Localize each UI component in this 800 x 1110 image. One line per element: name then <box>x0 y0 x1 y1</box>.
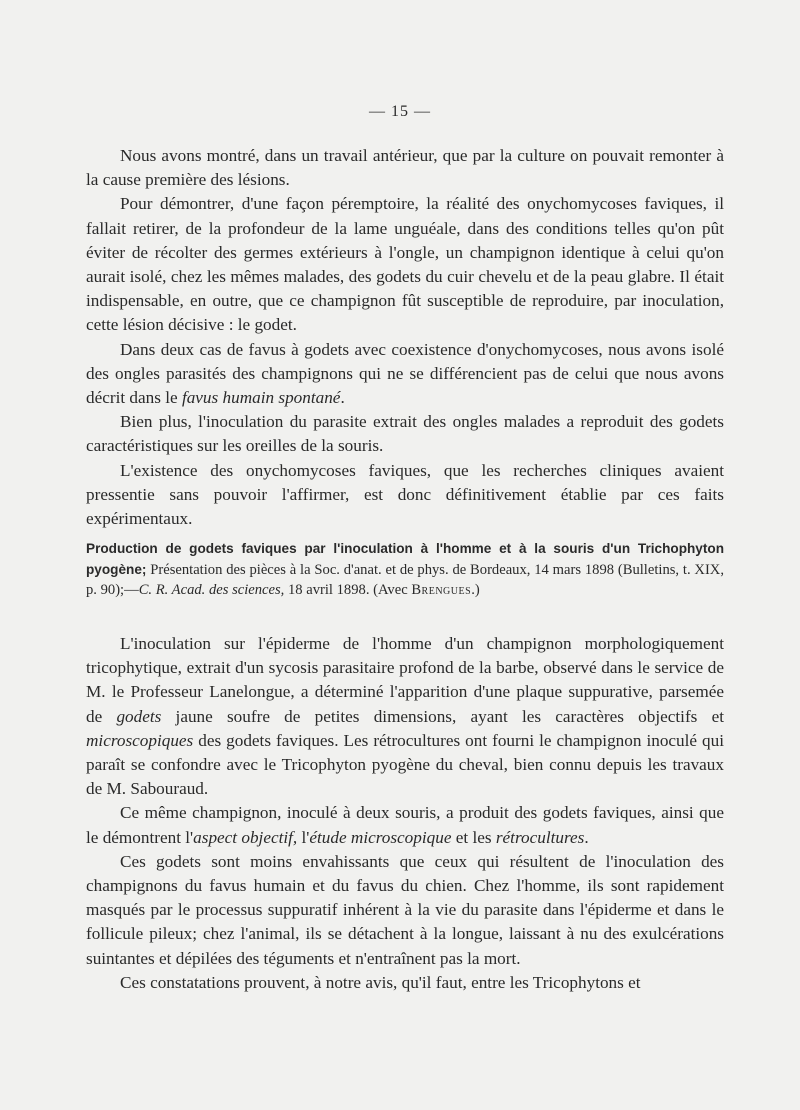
heading-text: 18 avril 1898. (Avec <box>284 582 412 598</box>
paragraph: Ces godets sont moins envahissants que ceux qui résultent de l'inoculation des champignons du favus humain et du favus du chien. Chez l'homme, ils sont rapidement masqués par le processus suppuratif inhérent à la vie du parasite dans l'épiderme et dans le follicule pileux; chez l'animal, ils se détachent à la longue, laissant à nu des exulcérations suintantes et dépilées des téguments et n'entraînent pas la mort. <box>86 851 724 968</box>
section-two <box>86 632 724 995</box>
paragraph: Pour démontrer, d'une façon péremptoire, la réalité des onychomycoses faviques, il fallait retirer, de la profondeur de la lame unguéale, dans des conditions telles qu'on pût éviter de récolter des germes extérieurs à l'ongle, un champignon identique à celui qu'on aurait isolé, chez les mêmes malades, des godets du cuir chevelu et de la peau glabre. Il était indispensable, en outre, que ce champignon fût susceptible de reproduire, par inoculation, cette lésion décisive : le godet. <box>86 194 724 335</box>
publication-heading <box>86 539 724 601</box>
paragraph: Nous avons montré, dans un travail antérieur, que par la culture on pouvait remonter à la cause première des lésions. <box>86 146 724 190</box>
paragraph <box>86 338 724 411</box>
paragraph: Ces constatations prouvent, à notre avis, qu'il faut, entre les Tricophytons et <box>120 972 641 992</box>
paragraph: Bien plus, l'inoculation du parasite extrait des ongles malades a reproduit des godets caractéristiques sur les oreilles de la souris. <box>86 412 724 456</box>
text-run: des godets faviques. Les rétrocultures ont fourni le champignon inoculé qui paraît se confondre avec le Tricophyton pyogène du cheval, bien connu depuis les travaux de M. Sabouraud. <box>86 730 724 799</box>
text-run: . <box>584 827 589 847</box>
text-run: et les <box>451 827 496 847</box>
italic-text: étude microscopique <box>309 827 452 847</box>
italic-text: favus humain spontané <box>181 388 341 408</box>
paragraph: L'existence des onychomycoses faviques, que les recherches cliniques avaient pressentie sans pouvoir l'affirmer, est donc définitivement établie par ces faits expérimentaux. <box>86 460 724 529</box>
italic-text: microscopiques <box>86 730 194 750</box>
italic-text: aspect objectif, <box>193 827 298 847</box>
italic-text: godets <box>116 706 162 726</box>
heading-text: .) <box>471 582 480 598</box>
text-run: l' <box>297 827 310 847</box>
text-run: . <box>340 388 345 408</box>
text-run: Ce même champignon, inoculé à deux souris, a produit des godets faviques, ainsi que le démontrent l' <box>86 803 724 847</box>
text-run: Dans deux cas de favus à godets avec coexistence d'onychomycoses, nous avons isolé des ongles parasités des champignons qui ne se différencient pas de celui que nous avons décrit dans le <box>86 339 724 408</box>
heading-author: Brengues <box>411 582 472 598</box>
heading-journal: C. R. Acad. des sciences, <box>138 582 285 598</box>
text-run: jaune soufre de petites dimensions, ayant les caractères objectifs et <box>161 706 724 726</box>
italic-text: rétrocultures <box>495 827 585 847</box>
text-run: L'inoculation sur l'épiderme de l'homme d'un champignon morphologiquement tricophytique, extrait d'un sycosis parasitaire profond de la barbe, observé dans le service de M. le Professeur Lanelongue, a déterminé l'apparition d'une plaque suppurative, parsemée de <box>86 634 724 726</box>
section-one <box>86 144 724 531</box>
heading-title: Production de godets faviques par l'inoculation à l'homme et à la souris d'un Trichophyton pyogène; <box>86 541 724 577</box>
paragraph <box>86 632 724 801</box>
heading-text: Présentation des pièces à la Soc. d'anat. et de phys. de Bordeaux, 14 mars 1898 (Bulletins, t. XIX, p. 90);— <box>86 561 724 598</box>
paragraph <box>86 801 724 849</box>
page-number: — 15 — <box>369 103 431 120</box>
